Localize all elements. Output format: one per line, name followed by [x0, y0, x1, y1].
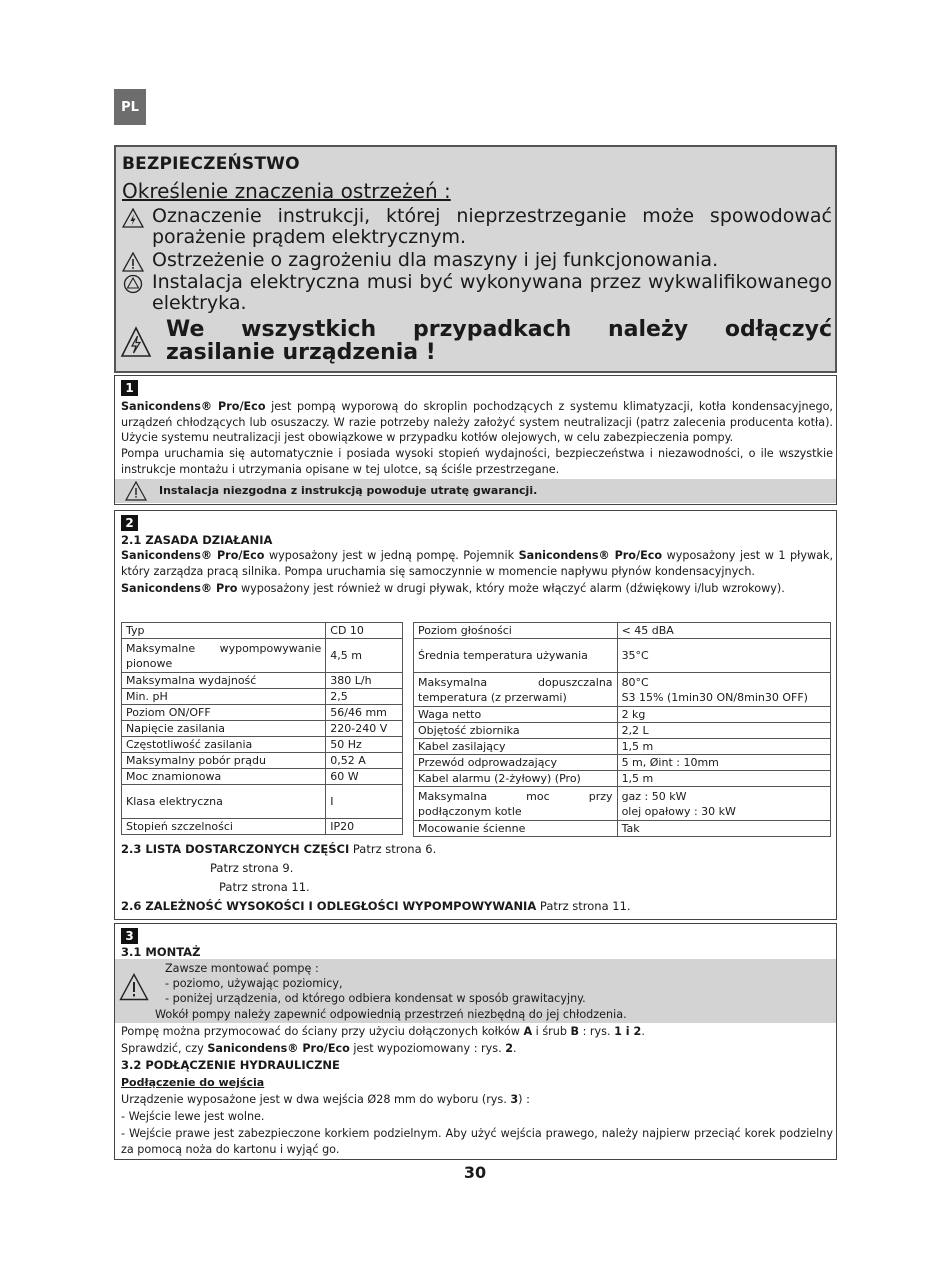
spec-label: Stopień szczelności [122, 819, 326, 835]
spec-label: Maksymalna wydajność [122, 673, 326, 689]
figure-ref: 2 [505, 1042, 513, 1055]
page-number: 30 [463, 1163, 487, 1182]
table-row [414, 723, 831, 739]
spec-label: Min. pH [122, 689, 326, 705]
safety-subheading: Określenie znaczenia ostrzeżeń : [122, 179, 451, 203]
spec-value [617, 787, 830, 821]
table-row [122, 623, 403, 639]
section1-paragraph2: Pompa uruchamia się automatycznie i posiada wysoki stopień wydajności, bezpieczeństwa i niezawodności, o ile wszystkie instrukcje montażu i utrzymania opisane w tej ulotce, są ściśle przestrzegane. [121, 447, 833, 476]
page-reference: Patrz strona 11. [219, 880, 310, 894]
table-row [122, 785, 403, 819]
table-row [122, 705, 403, 721]
spec-label: Poziom głośności [414, 623, 618, 639]
table-row [414, 673, 831, 707]
table-row [122, 721, 403, 737]
electric-warning-icon [122, 208, 144, 228]
main-warning-text: We wszystkich przypadkach należy odłączyć zasilanie urządzenia ! [166, 317, 832, 365]
table-row [122, 769, 403, 785]
mounting-warning [115, 959, 836, 1023]
safety-item-text: Oznaczenie instrukcji, której nieprzestrzeganie może spowodować porażenie prądem elektrycznym. [152, 205, 832, 248]
safety-item-electric [122, 206, 832, 248]
spec-table-left [121, 622, 403, 835]
safety-heading: BEZPIECZEŃSTWO [122, 154, 300, 174]
spec-value: 0,52 A [326, 753, 403, 769]
spec-value: 380 L/h [326, 673, 403, 689]
spec-label: Maksymalny pobór prądu [122, 753, 326, 769]
paragraph-text: : rys. [579, 1025, 615, 1038]
mounting-warning-text [155, 961, 627, 1022]
table-row [414, 739, 831, 755]
page-reference: Patrz strona 9. [210, 861, 294, 875]
table-row [414, 771, 831, 787]
inlet-heading: Podłączenie do wejścia [121, 1076, 265, 1089]
spec-label: Objętość zbiornika [414, 723, 618, 739]
spec-value: 220-240 V [326, 721, 403, 737]
spec-label: Przewód odprowadzający [414, 755, 618, 771]
paragraph-text: Sprawdzić, czy [121, 1042, 208, 1055]
parts-list-line [121, 842, 436, 856]
safety-box [114, 145, 837, 373]
brand-name: Sanicondens® Pro/Eco [207, 1042, 350, 1055]
part-label: A [523, 1025, 533, 1038]
mounting-instruction: Pompę można przymocować do ściany przy użyciu dołączonych kołków A i śrub B : rys. 1 i 2. [121, 1025, 645, 1038]
spec-value: 56/46 mm [326, 705, 403, 721]
brand-name: Sanicondens® Pro/Eco [121, 400, 266, 413]
table-row [122, 639, 403, 673]
warning-line: Zawsze montować pompę : [165, 962, 319, 975]
figure-ref: 1 [614, 1025, 622, 1038]
paragraph-text: Urządzenie wyposażone jest w dwa wejścia Ø28 mm do wyboru (rys. [121, 1093, 511, 1106]
spec-value: 2 kg [617, 707, 830, 723]
section-number: 3 [121, 928, 138, 944]
table-row [414, 623, 831, 639]
principle-heading: 2.1 ZASADA DZIAŁANIA [121, 533, 273, 547]
paragraph-text: wyposażony jest w 1 pływak, który zarządza pracą silnika. Pompa uruchamia się samoczynnie w momencie napływu płynów kondensacyjnych. [121, 549, 834, 578]
brand-name: Sanicondens® Pro [121, 582, 238, 595]
spec-value: 1,5 m [617, 771, 830, 787]
section-3 [114, 923, 837, 1160]
warning-icon [125, 481, 147, 501]
section-1 [114, 375, 837, 505]
spec-label: Kabel zasilający [414, 739, 618, 755]
spec-label: Maksymalna dopuszczalna temperatura (z przerwami) [414, 673, 618, 707]
spec-value [617, 673, 830, 707]
warranty-warning-text: Instalacja niezgodna z instrukcją powoduje utratę gwarancji. [159, 484, 538, 497]
spec-label: Częstotliwość zasilania [122, 737, 326, 753]
spec-label: Typ [122, 623, 326, 639]
spec-label: Mocowanie ścienne [414, 821, 618, 837]
page-reference: Patrz strona 6. [349, 842, 437, 856]
safety-item-electrician [122, 272, 832, 314]
safety-item-text: Instalacja elektryczna musi być wykonywana przez wykwalifikowanego elektryka. [152, 271, 832, 314]
section-number: 1 [121, 380, 138, 396]
paragraph-text: Pompę można przymocować do ściany przy użyciu dołączonych kołków [121, 1025, 524, 1038]
table-row [122, 737, 403, 753]
electric-warning-icon [120, 326, 152, 358]
paragraph-text: i śrub [532, 1025, 571, 1038]
brand-name: Sanicondens® Pro/Eco [121, 549, 265, 562]
spec-value: 60 W [326, 769, 403, 785]
spec-value: Tak [617, 821, 830, 837]
spec-value: IP20 [326, 819, 403, 835]
principle-paragraph1 [121, 548, 833, 579]
section-number: 2 [121, 515, 138, 531]
table-row [122, 673, 403, 689]
table-row [122, 689, 403, 705]
section-2 [114, 510, 837, 920]
table-row [414, 707, 831, 723]
table-row [414, 787, 831, 821]
section1-paragraph1 [121, 399, 833, 446]
spec-label: Poziom ON/OFF [122, 705, 326, 721]
spec-label: Moc znamionowa [122, 769, 326, 785]
warning-line: - poniżej urządzenia, od którego odbiera kondensat w sposób grawitacyjny. [165, 992, 586, 1006]
dependency-heading: 2.6 ZALEŻNOŚĆ WYSOKOŚCI I ODLEGŁOŚCI WYPOMPOWYWANIA [121, 899, 537, 913]
parts-list-heading: 2.3 LISTA DOSTARCZONYCH CZĘŚCI [121, 842, 350, 856]
table-row [122, 753, 403, 769]
warranty-warning [115, 479, 836, 503]
figure-ref: 2 [633, 1025, 642, 1038]
spec-value: I [326, 785, 403, 819]
spec-table-right [413, 622, 831, 837]
level-check: Sprawdzić, czy Sanicondens® Pro/Eco jest wypoziomowany : rys. 2. [121, 1042, 517, 1055]
spec-label: Waga netto [414, 707, 618, 723]
safety-item-text: Ostrzeżenie o zagrożeniu dla maszyny i jej funkcjonowania. [152, 249, 719, 271]
spec-value: 1,5 m [617, 739, 830, 755]
paragraph-text: i [621, 1025, 634, 1038]
spec-label: Maksymalna moc przy podłączonym kotle [414, 787, 618, 821]
right-inlet-text: - Wejście prawe jest zabezpieczone korkiem podzielnym. Aby użyć wejścia prawego, należy najpierw przeciąć korek podzielny za pomocą noża do kartonu i wyjąć go. [121, 1127, 833, 1156]
page-reference: Patrz strona 11. [536, 899, 631, 913]
paragraph-text: wyposażony jest w jedną pompę. Pojemnik [264, 549, 519, 562]
main-warning [120, 318, 832, 364]
paragraph-text: ) : [518, 1093, 530, 1106]
table-row [414, 639, 831, 673]
spec-value: 4,5 m [326, 639, 403, 673]
spec-label: Klasa elektryczna [122, 785, 326, 819]
spec-value: 35°C [617, 639, 830, 673]
hydraulic-heading: 3.2 PODŁĄCZENIE HYDRAULICZNE [121, 1058, 340, 1072]
part-label: B [570, 1025, 580, 1038]
mounting-heading: 3.1 MONTAŻ [121, 945, 201, 959]
spec-value: 2,2 L [617, 723, 830, 739]
table-row [122, 819, 403, 835]
spec-label: Średnia temperatura używania [414, 639, 618, 673]
warning-icon [119, 973, 149, 1001]
principle-paragraph2 [121, 581, 833, 597]
warning-icon [122, 252, 144, 272]
spec-value-line: gaz : 50 kW [621, 789, 687, 803]
spec-value-line: S3 15% (1min30 ON/8min30 OFF) [621, 690, 808, 704]
spec-value-line: 80°C [621, 675, 649, 689]
spec-value: 2,5 [326, 689, 403, 705]
spec-value: 5 m, Øint : 10mm [617, 755, 830, 771]
spec-value: < 45 dBA [617, 623, 830, 639]
safety-item-machine [122, 250, 832, 271]
dependency-line [121, 899, 631, 913]
paragraph-text: jest wypoziomowany : rys. [349, 1042, 506, 1055]
brand-name: Sanicondens® Pro/Eco [518, 549, 663, 562]
spec-label: Maksymalne wypompowywanie pionowe [122, 639, 326, 673]
spec-label: Kabel alarmu (2-żyłowy) (Pro) [414, 771, 618, 787]
figure-ref: 3 [510, 1093, 519, 1106]
spec-value-line: olej opałowy : 30 kW [621, 804, 736, 818]
left-inlet-text: - Wejście lewe jest wolne. [121, 1110, 265, 1123]
table-row [414, 755, 831, 771]
paragraph-text: jest pompą wyporową do skroplin pochodzących z systemu klimatyzacji, kotła kondensacyjnego, urządzeń chłodzących lub osuszaczy. W razie potrzeby należy założyć system neutralizacji (patrz zalecenia producenta kotła). Użycie systemu neutralizacji jest obowiązkowe w przypadku kotłów olejowych, w celu zabezpieczenia pompy. [121, 400, 833, 445]
spec-value: CD 10 [326, 623, 403, 639]
inlet-text [121, 1092, 833, 1108]
electrician-icon [122, 274, 144, 294]
warning-line: - poziomo, używając poziomicy, [165, 977, 343, 991]
language-badge: PL [114, 89, 146, 125]
spec-label: Napięcie zasilania [122, 721, 326, 737]
paragraph-text: wyposażony jest również w drugi pływak, który może włączyć alarm (dźwiękowy i/lub wzrokowy). [237, 582, 785, 595]
table-row [414, 821, 831, 837]
warning-line: Wokół pompy należy zapewnić odpowiednią przestrzeń niezbędną do jej chłodzenia. [155, 1007, 627, 1021]
spec-value: 50 Hz [326, 737, 403, 753]
